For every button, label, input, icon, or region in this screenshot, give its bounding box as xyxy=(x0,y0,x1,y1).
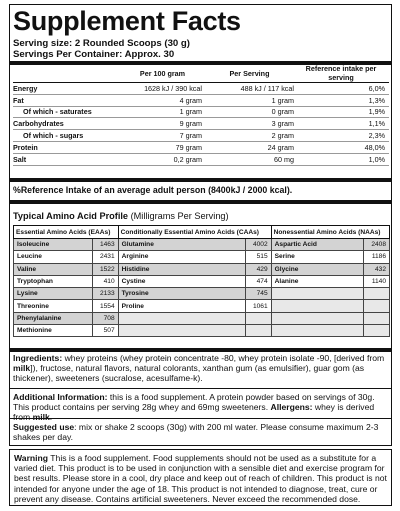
amino-acid-value: 474 xyxy=(245,275,271,287)
amino-row xyxy=(14,239,390,251)
serving-info xyxy=(13,38,190,60)
nutrition-cell-ri: 48,0% xyxy=(297,141,389,153)
amino-acid-value: 1463 xyxy=(92,239,118,251)
warning-text: This is a food supplement. Food supplements should not be used as a substitute for a varied diet. This product is to be used in conjunction with a sensible diet and exercise program for best results. Please store in a cool, dry place and keep out of reach of children. This product is not intended for anyone under the age of 18. This product is not intended to diagnose, treat, cure or prevent any disease. Contains artificial sweeteners. Never exceed the recommended dose. xyxy=(14,453,387,504)
amino-acid-profile-title xyxy=(13,211,229,221)
nutrition-cell-name: Protein xyxy=(13,141,123,153)
amino-title-unit: (Milligrams Per Serving) xyxy=(128,211,229,221)
amino-acid-name xyxy=(118,312,245,324)
amino-row xyxy=(14,288,390,300)
amino-acid-value: 1140 xyxy=(364,275,390,287)
nutrition-row xyxy=(13,141,389,153)
suggested-use-paragraph xyxy=(13,422,389,442)
nutrition-row xyxy=(13,83,389,95)
amino-acid-name: Valine xyxy=(14,263,93,275)
allergens-label: Allergens: xyxy=(270,402,313,413)
amino-acid-name: Proline xyxy=(118,300,245,312)
nutrition-row xyxy=(13,153,389,165)
ingredients-label: Ingredients: xyxy=(13,353,63,363)
amino-column-header: Nonessential Amino Acids (NAAs) xyxy=(271,226,389,239)
additional-info-text: this is a food supplement. A protein powder based on servings of 30g. This product contains per serving 28g whey and 69mg sweeteners. xyxy=(13,392,375,413)
amino-column-header: Essential Amino Acids (EAAs) xyxy=(14,226,119,239)
divider xyxy=(10,388,391,389)
amino-acid-name xyxy=(271,300,363,312)
amino-acid-name: Tryptophan xyxy=(14,275,93,287)
amino-row xyxy=(14,300,390,312)
amino-acid-name: Phenylalanine xyxy=(14,312,93,324)
nutrition-table xyxy=(13,64,389,166)
amino-acid-value: 708 xyxy=(92,312,118,324)
amino-title-bold: Typical Amino Acid Profile xyxy=(13,211,129,221)
amino-acid-name xyxy=(118,325,245,337)
amino-acid-value: 1061 xyxy=(245,300,271,312)
nutrition-cell-per100: 1628 kJ / 390 kcal xyxy=(123,83,205,95)
amino-acid-name: Alanine xyxy=(271,275,363,287)
nutrition-cell-serving: 3 gram xyxy=(205,118,297,130)
nutrition-cell-ri: 1,1% xyxy=(297,118,389,130)
amino-acid-value: 429 xyxy=(245,263,271,275)
nutrition-cell-per100: 7 gram xyxy=(123,130,205,142)
divider xyxy=(10,418,391,419)
amino-acid-name xyxy=(271,312,363,324)
amino-row xyxy=(14,312,390,324)
nutrition-cell-name: Energy xyxy=(13,83,123,95)
amino-acid-name xyxy=(271,325,363,337)
nutrition-row xyxy=(13,94,389,106)
amino-row xyxy=(14,275,390,287)
nutrition-header-row xyxy=(13,64,389,83)
amino-acid-value: 515 xyxy=(245,251,271,263)
divider xyxy=(10,200,391,204)
amino-acid-value xyxy=(364,325,390,337)
nutrition-cell-name: Of which - saturates xyxy=(13,106,123,118)
nutrition-cell-ri: 1,9% xyxy=(297,106,389,118)
amino-acid-name: Serine xyxy=(271,251,363,263)
nutrition-column-header: Per Serving xyxy=(205,64,297,83)
amino-acid-table xyxy=(13,225,390,337)
divider xyxy=(10,348,391,352)
amino-acid-name: Threonine xyxy=(14,300,93,312)
panel-title: Supplement Facts xyxy=(13,6,241,36)
nutrition-cell-ri: 2,3% xyxy=(297,130,389,142)
amino-acid-value xyxy=(245,312,271,324)
ingredients-paragraph xyxy=(13,353,389,384)
nutrition-cell-name: Of which - sugars xyxy=(13,130,123,142)
nutrition-cell-name: Fat xyxy=(13,94,123,106)
amino-acid-value: 1522 xyxy=(92,263,118,275)
amino-row xyxy=(14,251,390,263)
amino-acid-name: Aspartic Acid xyxy=(271,239,363,251)
amino-acid-value: 1186 xyxy=(364,251,390,263)
nutrition-cell-serving: 60 mg xyxy=(205,153,297,165)
amino-row xyxy=(14,263,390,275)
nutrition-column-header xyxy=(13,64,123,83)
amino-acid-value: 745 xyxy=(245,288,271,300)
additional-info-label: Additional Information: xyxy=(13,392,108,402)
supplement-facts-panel xyxy=(9,4,392,446)
nutrition-column-header: Per 100 gram xyxy=(123,64,205,83)
amino-acid-name: Glutamine xyxy=(118,239,245,251)
amino-acid-value: 2133 xyxy=(92,288,118,300)
warning-label: Warning xyxy=(14,453,49,463)
additional-info-text: whey is derived xyxy=(314,402,375,413)
amino-acid-name: Lysine xyxy=(14,288,93,300)
nutrition-row xyxy=(13,106,389,118)
nutrition-cell-serving: 0 gram xyxy=(205,106,297,118)
nutrition-cell-ri: 1,0% xyxy=(297,153,389,165)
warning-box xyxy=(9,449,392,506)
nutrition-row xyxy=(13,118,389,130)
amino-acid-value xyxy=(364,288,390,300)
suggested-use-label: Suggested use xyxy=(13,422,75,432)
amino-acid-value xyxy=(364,312,390,324)
nutrition-cell-name: Carbohydrates xyxy=(13,118,123,130)
divider xyxy=(10,178,391,182)
nutrition-cell-serving: 488 kJ / 117 kcal xyxy=(205,83,297,95)
amino-column-header: Conditionally Essential Amino Acids (CAAs) xyxy=(118,226,271,239)
amino-acid-name: Histidine xyxy=(118,263,245,275)
suggested-use-text: : mix or shake 2 scoops (30g) with 200 ml water. Please consume maximum 2-3 shakes per day. xyxy=(13,422,379,443)
amino-acid-name: Methionine xyxy=(14,325,93,337)
amino-row xyxy=(14,325,390,337)
amino-acid-value: 1554 xyxy=(92,300,118,312)
nutrition-cell-serving: 24 gram xyxy=(205,141,297,153)
amino-acid-value xyxy=(245,325,271,337)
amino-acid-value xyxy=(364,300,390,312)
amino-acid-name: Glycine xyxy=(271,263,363,275)
amino-acid-value: 410 xyxy=(92,275,118,287)
nutrition-cell-name: Salt xyxy=(13,153,123,165)
reference-intake-note: %Reference Intake of an average adult person (8400kJ / 2000 kcal). xyxy=(13,185,293,195)
amino-acid-name: Leucine xyxy=(14,251,93,263)
nutrition-cell-per100: 79 gram xyxy=(123,141,205,153)
amino-acid-value: 2431 xyxy=(92,251,118,263)
ingredients-text: ]), fructose, natural flavors, natural colorants, xanthan gum (as emulsifier), guar gom (as thickener), sweeteners (sucralose, acesulfame-k). xyxy=(13,363,365,384)
servings-per-container: Servings Per Container: Approx. 30 xyxy=(13,49,175,60)
amino-acid-value: 507 xyxy=(92,325,118,337)
amino-acid-name: Isoleucine xyxy=(14,239,93,251)
amino-acid-value: 432 xyxy=(364,263,390,275)
amino-header-row xyxy=(14,226,390,239)
amino-acid-name: Arginine xyxy=(118,251,245,263)
nutrition-cell-per100: 0,2 gram xyxy=(123,153,205,165)
nutrition-cell-serving: 2 gram xyxy=(205,130,297,142)
nutrition-cell-per100: 1 gram xyxy=(123,106,205,118)
amino-acid-name: Tyrosine xyxy=(118,288,245,300)
nutrition-cell-per100: 4 gram xyxy=(123,94,205,106)
nutrition-cell-serving: 1 gram xyxy=(205,94,297,106)
amino-acid-value: 2408 xyxy=(364,239,390,251)
amino-acid-name: Cystine xyxy=(118,275,245,287)
serving-size: Serving size: 2 Rounded Scoops (30 g) xyxy=(13,38,190,49)
nutrition-cell-per100: 9 gram xyxy=(123,118,205,130)
nutrition-cell-ri: 1,3% xyxy=(297,94,389,106)
allergen-milk: milk xyxy=(13,363,31,374)
ingredients-text: whey proteins (whey protein concentrate -80, whey protein isolate -90, [derived from xyxy=(62,353,385,363)
nutrition-cell-ri: 6,0% xyxy=(297,83,389,95)
nutrition-column-header: Reference intake per serving xyxy=(297,64,389,83)
amino-acid-value: 4002 xyxy=(245,239,271,251)
nutrition-row xyxy=(13,130,389,142)
amino-acid-name xyxy=(271,288,363,300)
